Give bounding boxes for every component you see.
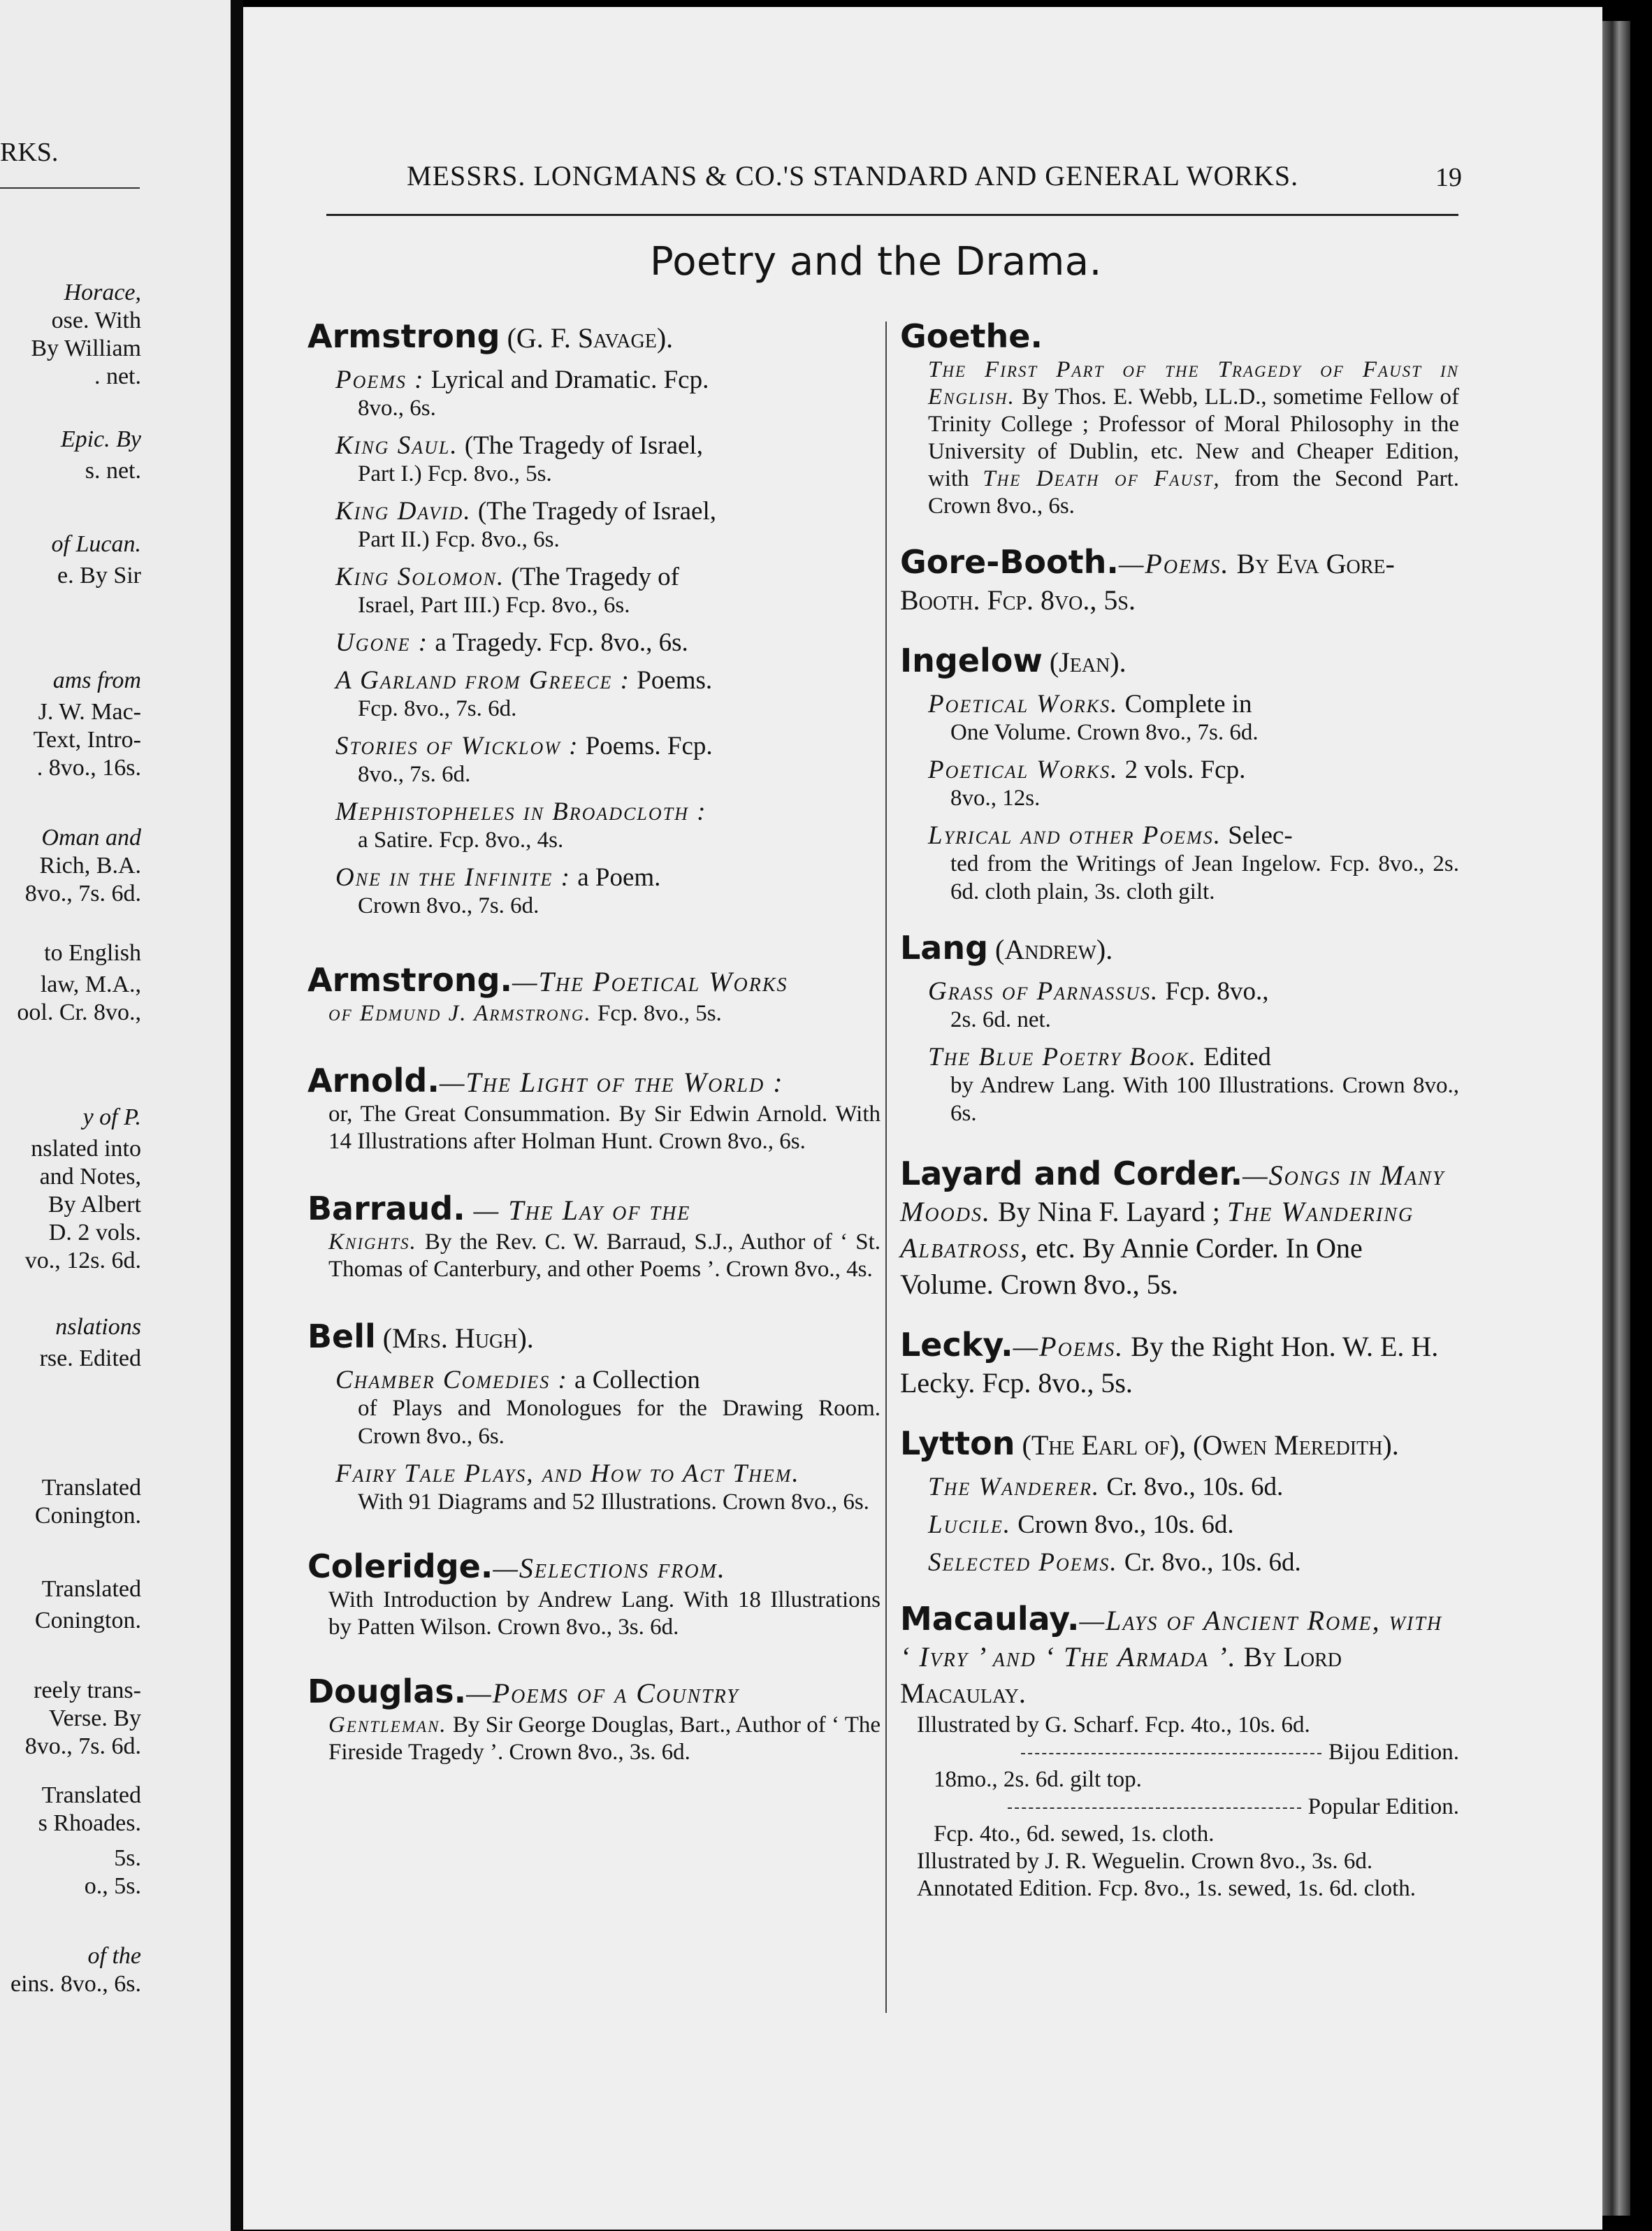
work-title: Lucile. (928, 1510, 1011, 1539)
work-details: By Nina F. Layard ; (990, 1196, 1227, 1227)
work-title: Fairy Tale Plays, and How to Act Them. (335, 1459, 800, 1488)
work-title-2: The Wandering Albatross, (900, 1196, 1414, 1264)
entry-goethe (900, 318, 1459, 520)
work-item (335, 1460, 881, 1516)
work-title: Poems : (335, 366, 425, 394)
work-details-cont: One Volume. Crown 8vo., 7s. 6d. (950, 720, 1259, 745)
work-title: King David. (335, 497, 472, 526)
left-page-fragment: vo., 12s. 6d. (24, 1248, 141, 1273)
left-page-fragment: Conington. (34, 1608, 141, 1633)
work-item (335, 366, 881, 422)
entry-lang (900, 930, 1459, 1127)
work-title: Mephistopheles in Broadcloth : (335, 797, 707, 826)
left-page-fragment: eins. 8vo., 6s. (10, 1971, 141, 1997)
author-name: Gore-Booth. (900, 543, 1119, 581)
author-name: Armstrong (307, 317, 500, 355)
entry-gore-booth (900, 544, 1459, 619)
work-title: King Saul. (335, 431, 458, 460)
entry-armstrong-ej (307, 962, 881, 1027)
left-page-fragment: of the (87, 1943, 141, 1969)
work-item (928, 691, 1459, 746)
author-name: Arnold. (307, 1062, 440, 1099)
work-details-cont: Fcp. 8vo., 7s. 6d. (358, 696, 517, 721)
book-gutter (231, 0, 243, 2231)
entry-ingelow (900, 642, 1459, 906)
left-page-header: RKS. (0, 138, 59, 167)
left-page-fragment: Epic. By (60, 426, 141, 452)
work-item (335, 798, 881, 854)
work-item (335, 563, 881, 619)
left-page-fragment: rse. Edited (39, 1345, 141, 1371)
left-page-fragment: D. 2 vols. (48, 1220, 141, 1246)
work-title: —Poems of a Country (466, 1677, 739, 1709)
left-page-fragment: law, M.A., (40, 972, 141, 997)
work-details: Cr. 8vo., 10s. 6d. (1100, 1473, 1284, 1501)
entry-douglas (307, 1673, 881, 1766)
left-page-fragment: ool. Cr. 8vo., (17, 999, 141, 1025)
work-item (928, 1549, 1459, 1577)
work-title-cont: Knights. (328, 1229, 417, 1255)
author-name: Layard and Corder. (900, 1155, 1243, 1192)
work-title: King Solomon. (335, 563, 505, 591)
left-page-fragment: of Lucan. (51, 531, 141, 557)
work-details: 2 vols. Fcp. (1118, 756, 1246, 784)
work-title: A Garland from Greece : (335, 666, 630, 695)
author-name: Macaulay. (900, 1600, 1080, 1638)
work-details: By Lord Macaulay. (900, 1641, 1342, 1709)
work-details: Selec- (1221, 821, 1293, 850)
author-suffix: (G. F. Savage). (507, 322, 674, 354)
work-details-cont: 8vo., 6s. (358, 396, 436, 421)
left-page-fragment: y of P. (82, 1104, 141, 1130)
left-page-fragment: J. W. Mac- (38, 699, 141, 725)
work-details: a Tragedy. Fcp. 8vo., 6s. (428, 628, 688, 657)
work-details-2: from the Second Part. Crown 8vo., 6s. (928, 466, 1460, 519)
work-details: a Collection (567, 1366, 700, 1394)
left-page-rule (0, 187, 140, 189)
work-details: Lyrical and Dramatic. Fcp. (424, 366, 709, 394)
author-name: Lytton (900, 1424, 1015, 1462)
left-page-fragment: Translated (41, 1782, 141, 1808)
works-list (307, 1366, 881, 1516)
work-details-2: etc. By Annie Corder. In One Volume. Crown 8vo., 5s. (900, 1232, 1363, 1300)
work-details-cont: 2s. 6d. net. (950, 1007, 1051, 1032)
work-details: Edited (1197, 1043, 1271, 1071)
edition-line: Bijou Edition. (1328, 1740, 1459, 1765)
work-title: —The Light of the World : (439, 1067, 784, 1098)
work-title: —Lays of Ancient Rome, with ‘ Ivry ’ and ‘ The Armada ’. (900, 1605, 1443, 1673)
right-column (900, 318, 1459, 1926)
work-item (335, 432, 881, 488)
author-suffix: (The Earl of), (Owen Meredith). (1022, 1429, 1399, 1461)
ditto-dash (1008, 1807, 1301, 1809)
entry-macaulay (900, 1601, 1459, 1903)
left-page-fragment: Horace, (64, 280, 141, 305)
left-page-fragment: o., 5s. (84, 1873, 141, 1899)
work-title-cont: of Edmund J. Armstrong. (328, 1001, 592, 1026)
work-details-cont: 8vo., 12s. (950, 786, 1041, 811)
work-details: Complete in (1118, 690, 1252, 719)
work-details: (The Tragedy of (505, 563, 679, 591)
work-title: Stories of Wicklow : (335, 732, 579, 760)
left-page-fragment: By William (31, 335, 141, 361)
entry-layard-corder (900, 1155, 1459, 1303)
entry-bell (307, 1318, 881, 1516)
work-details: Cr. 8vo., 10s. 6d. (1117, 1548, 1301, 1577)
work-title: —Poems. (1013, 1331, 1124, 1362)
left-column (307, 318, 881, 1790)
ditto-dash (1021, 1753, 1321, 1754)
work-details-cont: Crown 8vo., 7s. 6d. (358, 893, 539, 918)
edition-line: Annotated Edition. Fcp. 8vo., 1s. sewed, 1s. 6d. cloth. (917, 1876, 1416, 1901)
work-details: By the Right Hon. W. E. H. Lecky. Fcp. 8vo., 5s. (900, 1331, 1439, 1399)
edition-line: Illustrated by J. R. Weguelin. Crown 8vo., 3s. 6d. (917, 1849, 1373, 1874)
work-title: —The Poetical Works (512, 966, 788, 997)
work-details-cont: Part I.) Fcp. 8vo., 5s. (358, 461, 552, 486)
section-title: Poetry and the Drama. (650, 239, 1102, 284)
left-facing-page (0, 0, 231, 2231)
work-details: (The Tragedy of Israel, (471, 497, 716, 526)
work-title: The Blue Poetry Book. (928, 1043, 1198, 1071)
works-list (900, 1473, 1459, 1577)
work-title: Poetical Works. (928, 690, 1119, 719)
work-details-cont: Israel, Part III.) Fcp. 8vo., 6s. (358, 593, 630, 618)
left-page-fragment: 5s. (114, 1845, 141, 1871)
work-details-cont: of Plays and Monologues for the Drawing Room. Crown 8vo., 6s. (358, 1396, 881, 1449)
left-page-fragment: Text, Intro- (33, 727, 141, 753)
work-details: By the Rev. C. W. Barraud, S.J., Author of ‘ St. Thomas of Canterbury, and other Poems ’. Crown 8vo., 4s. (328, 1229, 881, 1282)
work-details: Poems. (630, 666, 713, 695)
author-suffix: (Andrew). (995, 934, 1113, 965)
work-item (928, 1473, 1459, 1501)
work-item (335, 1366, 881, 1450)
works-list (900, 978, 1459, 1127)
entry-armstrong-gf (307, 318, 881, 920)
work-title: —Selections from. (493, 1552, 726, 1584)
left-page-fragment: Verse. By (48, 1705, 141, 1731)
author-name: Lecky. (900, 1326, 1013, 1364)
left-page-fragment: e. By Sir (57, 563, 141, 589)
author-name: Douglas. (307, 1673, 467, 1710)
left-page-fragment: to English (44, 940, 141, 966)
left-page-fragment: reely trans- (34, 1677, 141, 1703)
work-item (335, 864, 881, 920)
work-details-cont: ted from the Writings of Jean Ingelow. Fcp. 8vo., 2s. 6d. cloth plain, 3s. cloth gilt. (950, 851, 1459, 904)
author-name: Ingelow (900, 642, 1043, 679)
work-details: Poems. Fcp. (579, 732, 713, 760)
edition-line: Illustrated by G. Scharf. Fcp. 4to., 10s. 6d. (917, 1712, 1310, 1738)
left-page-fragment: nslated into (31, 1136, 141, 1162)
entry-arnold (307, 1062, 881, 1155)
work-item (928, 822, 1459, 906)
work-details-cont: by Andrew Lang. With 100 Illustrations. Crown 8vo., 6s. (950, 1073, 1459, 1126)
left-page-fragment: . 8vo., 16s. (36, 755, 141, 781)
author-suffix: (Jean). (1049, 647, 1126, 678)
work-details: or, The Great Consummation. By Sir Edwin Arnold. With 14 Illustrations after Holman Hunt. Crown 8vo., 6s. (328, 1102, 881, 1154)
page-number: 19 (1435, 163, 1462, 192)
edition-line: Popular Edition. (1307, 1794, 1459, 1819)
work-details: By Sir George Douglas, Bart., Author of ‘ The Fireside Tragedy ’. Crown 8vo., 3s. 6d. (328, 1712, 881, 1765)
work-title: Selected Poems. (928, 1548, 1118, 1577)
edition-line: 18mo., 2s. 6d. gilt top. (934, 1767, 1142, 1792)
left-page-fragment: Oman and (41, 825, 141, 851)
author-suffix: (Mrs. Hugh). (382, 1322, 534, 1354)
work-title: — The Lay of the (465, 1194, 691, 1226)
left-page-fragment: and Notes, (39, 1164, 141, 1190)
author-name: Barraud. (307, 1190, 465, 1227)
left-page-fragment: ams from (52, 667, 141, 693)
work-title: Chamber Comedies : (335, 1366, 568, 1394)
column-rule (885, 322, 887, 2013)
work-title: —Songs in Many Moods. (900, 1160, 1445, 1227)
work-title: The Wanderer. (928, 1473, 1101, 1501)
work-item (335, 667, 881, 723)
left-page-fragment: By Albert (48, 1192, 141, 1218)
work-title: Lyrical and other Poems. (928, 821, 1222, 850)
entry-barraud (307, 1190, 881, 1283)
author-name: Lang (900, 929, 989, 967)
work-title: One in the Infinite : (335, 863, 571, 892)
entry-lytton (900, 1425, 1459, 1577)
work-title-2: The Death of Faust, (983, 466, 1221, 491)
work-item (928, 1044, 1459, 1127)
author-name: Bell (307, 1317, 376, 1355)
work-item (928, 756, 1459, 812)
work-details: By Thos. E. Webb, LL.D., sometime Fellow of Trinity College ; Professor of Moral Philosophy in the University of Dublin, etc. New and Cheaper Edition, with (928, 384, 1459, 491)
left-page-fragment: Translated (41, 1576, 141, 1602)
work-item (335, 498, 881, 554)
work-details: (The Tragedy of Israel, (458, 431, 703, 460)
works-list (307, 366, 881, 920)
work-title-cont: Gentleman. (328, 1712, 447, 1738)
left-page-fragment: Translated (41, 1475, 141, 1501)
author-name: Goethe. (900, 317, 1043, 355)
left-page-fragment: Rich, B.A. (39, 853, 141, 879)
work-title: Ugone : (335, 628, 429, 657)
work-item (335, 629, 881, 657)
work-details-cont: 8vo., 7s. 6d. (358, 762, 471, 787)
work-details-cont: Part II.) Fcp. 8vo., 6s. (358, 527, 560, 552)
left-page-fragment: 8vo., 7s. 6d. (24, 881, 141, 907)
left-page-fragment: ose. With (51, 308, 141, 333)
left-page-fragment: s Rhoades. (38, 1810, 141, 1836)
entry-lecky (900, 1327, 1459, 1401)
left-page-fragment: s. net. (85, 458, 141, 484)
page-edge (1602, 21, 1630, 2216)
entry-coleridge (307, 1548, 881, 1641)
work-title: Poetical Works. (928, 756, 1119, 784)
work-item (928, 978, 1459, 1034)
header-rule (326, 214, 1458, 216)
work-details: By Eva Gore-Booth. Fcp. 8vo., 5s. (900, 548, 1395, 616)
left-page-fragment: nslations (55, 1314, 141, 1340)
work-details-cont: a Satire. Fcp. 8vo., 4s. (358, 828, 564, 853)
work-details: a Poem. (570, 863, 661, 892)
left-page-fragment: Conington. (34, 1503, 141, 1529)
work-details: Fcp. 8vo., 5s. (591, 1001, 722, 1026)
work-details: Crown 8vo., 10s. 6d. (1010, 1510, 1234, 1539)
work-title: The First Part of the Tragedy of Faust in English. (928, 357, 1459, 410)
author-name: Coleridge. (307, 1547, 493, 1585)
work-details: Fcp. 8vo., (1159, 977, 1269, 1006)
work-item (928, 1511, 1459, 1539)
work-title: —Poems. (1118, 548, 1230, 579)
left-page-fragment: . net. (94, 363, 141, 389)
left-page-fragment: 8vo., 7s. 6d. (24, 1733, 141, 1759)
works-list (900, 691, 1459, 906)
running-head: MESSRS. LONGMANS & CO.'S STANDARD AND GENERAL WORKS. (407, 160, 1299, 192)
work-details: With Introduction by Andrew Lang. With 18 Illustrations by Patten Wilson. Crown 8vo., 3s. 6d. (328, 1587, 881, 1640)
work-item (335, 732, 881, 788)
author-name: Armstrong. (307, 961, 513, 999)
work-title: Grass of Parnassus. (928, 977, 1159, 1006)
edition-line: Fcp. 4to., 6d. sewed, 1s. cloth. (934, 1821, 1215, 1847)
work-details-cont: With 91 Diagrams and 52 Illustrations. Crown 8vo., 6s. (358, 1489, 869, 1515)
